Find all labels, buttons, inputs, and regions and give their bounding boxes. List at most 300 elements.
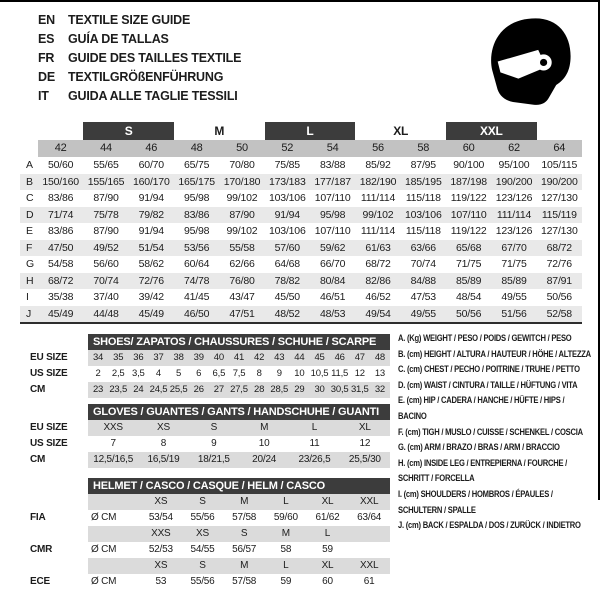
row-label: US SIZE	[30, 438, 68, 449]
size-value: 43	[269, 350, 289, 366]
size-value: 40	[209, 350, 229, 366]
size-value	[348, 542, 390, 558]
row-label	[20, 558, 88, 574]
language-code: FR	[38, 51, 55, 65]
size-value: XS	[140, 558, 182, 574]
size-value: 36	[128, 350, 148, 366]
helmet-icon	[486, 14, 576, 110]
size-value: 34	[88, 350, 108, 366]
size-value: 127/130	[541, 192, 578, 204]
language-title: TEXTILE SIZE GUIDE	[68, 13, 191, 27]
size-value: L	[307, 526, 349, 542]
size-value: 45/50	[274, 291, 300, 303]
size-number: 64	[537, 140, 582, 157]
size-value: 82/86	[365, 274, 391, 287]
size-value: 54/58	[48, 258, 74, 270]
legend-item-j: J. (cm) BACK / ESPALDA / DOS / ZURÜCK / INDIETRO	[398, 520, 581, 532]
shoes-row-cm	[20, 382, 390, 398]
size-value: XXL	[348, 494, 390, 510]
size-number: 42	[38, 140, 83, 157]
size-value: 9	[276, 368, 282, 379]
size-band-empty	[38, 122, 83, 140]
size-value: 50/60	[48, 159, 74, 171]
spacer	[20, 404, 88, 420]
size-value: 59	[322, 544, 333, 555]
size-value: 71/74	[48, 208, 74, 221]
size-number: 46	[129, 140, 174, 157]
size-value: 60/64	[184, 258, 210, 270]
shoes-header-row	[20, 334, 390, 350]
size-value: 47/51	[229, 307, 255, 320]
helmet-header-band: HELMET / CASCO / CASQUE / HELM / CASCO	[88, 478, 390, 494]
helmet-row-fia	[20, 510, 390, 526]
size-value: 58	[280, 544, 292, 555]
size-value: 190/200	[495, 175, 533, 188]
size-value: XXL	[348, 558, 390, 574]
size-value: 44	[289, 350, 309, 366]
size-value: 12	[359, 438, 371, 449]
size-value: 173/183	[269, 175, 306, 188]
row-label: B	[26, 175, 33, 188]
legend-item-e: E. (cm) HIP / CADERA / HANCHE / HÜFTE / HIPS / BACINO	[398, 395, 565, 422]
size-number: 48	[174, 140, 219, 157]
size-value: 35	[108, 350, 128, 366]
textile-row-a	[20, 157, 582, 174]
size-value: XL	[340, 420, 390, 436]
size-value: 32	[370, 382, 390, 398]
size-value: 61/63	[365, 241, 391, 254]
size-value: 90/100	[453, 159, 485, 171]
size-value: XS	[182, 526, 224, 542]
size-value: 18/21,5	[189, 452, 239, 468]
size-value: 67/70	[501, 241, 527, 254]
gloves-row-cm	[20, 452, 390, 468]
size-number: 44	[83, 140, 128, 157]
size-value: 53	[155, 576, 167, 587]
size-value: 48/53	[320, 307, 346, 320]
language-row-it	[38, 87, 241, 106]
size-value: 127/130	[541, 225, 578, 237]
size-value: 24,5	[148, 382, 168, 398]
row-label: H	[26, 274, 34, 287]
gloves-rows	[20, 420, 390, 468]
textile-row-d	[20, 207, 582, 224]
size-value: 99/102	[226, 225, 258, 237]
frame-top-border	[0, 0, 600, 2]
size-value: M	[223, 494, 265, 510]
size-value: 49/55	[410, 307, 436, 320]
language-title-list	[38, 11, 241, 106]
size-value: 50/56	[456, 307, 482, 320]
size-value: 4	[155, 368, 161, 379]
helmet-header-row	[20, 478, 390, 494]
size-value: 111/114	[496, 208, 532, 221]
size-value: 6	[196, 368, 202, 379]
size-value: 53/54	[148, 512, 173, 523]
size-value: 26	[189, 382, 209, 398]
size-value: 47/50	[48, 241, 74, 254]
size-value: 20/24	[239, 452, 289, 468]
size-value: 95/100	[498, 159, 530, 171]
size-value: 42	[249, 350, 269, 366]
size-value: 61	[363, 576, 375, 587]
measurement-legend	[398, 331, 594, 534]
size-value: 45/49	[138, 307, 164, 320]
gloves-row-eu-size	[20, 420, 390, 436]
size-value: 115/118	[405, 225, 441, 237]
size-number: 58	[401, 140, 446, 157]
size-value: 91/94	[138, 225, 164, 237]
size-value: 76/80	[229, 274, 255, 287]
size-band-xxl: XXL	[446, 122, 537, 140]
size-value: 13	[374, 368, 385, 379]
size-value: 87/90	[93, 225, 119, 237]
size-value: 59/62	[320, 241, 346, 254]
row-label: A	[26, 159, 33, 171]
size-value: 91/94	[138, 192, 164, 204]
language-code: EN	[38, 13, 55, 27]
size-value: 95/98	[184, 192, 210, 204]
size-value: 39	[189, 350, 209, 366]
size-value: 11,5	[331, 368, 349, 379]
size-value: 30	[309, 382, 329, 398]
size-value: 2	[95, 368, 101, 379]
gloves-size-table	[20, 404, 390, 468]
row-label: CMR	[30, 544, 53, 555]
size-value: 103/106	[269, 192, 306, 204]
language-row-en	[38, 11, 241, 30]
size-value: 107/110	[314, 192, 351, 204]
size-value: 103/106	[405, 208, 442, 221]
row-label: D	[26, 208, 34, 221]
language-title: TEXTILGRÖßENFÜHRUNG	[68, 70, 224, 84]
row-label: CM	[30, 384, 46, 395]
size-number-row	[20, 140, 582, 157]
size-value: 83/86	[48, 192, 74, 204]
size-value: 63/66	[410, 241, 436, 254]
size-value: 55/58	[229, 241, 255, 254]
size-value: 5	[176, 368, 182, 379]
row-label	[20, 526, 88, 542]
row-label	[20, 494, 88, 510]
gloves-row-us-size	[20, 436, 390, 452]
size-value: 95/98	[320, 208, 346, 221]
size-value: 170/180	[223, 175, 261, 188]
size-value	[88, 494, 140, 510]
language-title: GUIDE DES TAILLES TEXTILE	[68, 51, 242, 65]
textile-row-e	[20, 223, 582, 240]
size-value: 46	[330, 350, 350, 366]
size-value: M	[265, 526, 307, 542]
size-value: 115/119	[541, 208, 577, 221]
size-value: 75/85	[274, 159, 300, 171]
row-label: I	[26, 291, 29, 303]
size-value: 9	[211, 438, 217, 449]
size-value: 115/118	[405, 192, 441, 204]
size-band-s: S	[83, 122, 174, 140]
size-value: 52/53	[148, 544, 173, 555]
size-value: 23/26,5	[289, 452, 339, 468]
size-value: 107/110	[314, 225, 351, 237]
size-value: 41	[229, 350, 249, 366]
size-value: XS	[138, 420, 188, 436]
size-value: 27	[209, 382, 229, 398]
size-value	[88, 558, 140, 574]
size-value: 119/122	[450, 225, 487, 237]
size-value: 3,5	[132, 368, 145, 379]
size-value: 71/75	[501, 258, 527, 270]
helmet-row-ece	[20, 574, 390, 590]
size-value: 44/48	[93, 307, 119, 320]
gloves-header-row	[20, 404, 390, 420]
language-title: GUIDA ALLE TAGLIE TESSILI	[68, 89, 238, 103]
row-label: C	[26, 192, 34, 204]
size-value: 57/58	[232, 576, 257, 587]
size-value: 111/114	[360, 192, 396, 204]
spacer	[20, 478, 88, 494]
size-value: 182/190	[359, 175, 397, 188]
size-number: 56	[355, 140, 400, 157]
size-value: 45	[309, 350, 329, 366]
size-value: 70/74	[410, 258, 436, 270]
language-code: ES	[38, 32, 55, 46]
size-value: 7,5	[232, 368, 246, 379]
size-value: 60/70	[138, 159, 164, 171]
size-value: 85/92	[365, 159, 391, 171]
textile-row-g	[20, 256, 582, 273]
section-divider-line	[20, 322, 582, 324]
textile-row-j	[20, 306, 582, 323]
size-value: 52/58	[546, 307, 572, 320]
size-value: XL	[307, 558, 349, 574]
language-row-fr	[38, 49, 241, 68]
legend-item-i: I. (cm) SHOULDERS / HOMBROS / ÉPAULES / SCHULTERN / SPALLE	[398, 488, 553, 516]
size-value: 185/195	[405, 175, 442, 188]
size-number: 52	[265, 140, 310, 157]
size-value: 87/95	[410, 159, 436, 171]
size-value: 103/106	[269, 225, 306, 237]
size-value: 123/126	[495, 192, 533, 204]
size-value: 91/94	[274, 208, 300, 221]
size-value: 57/58	[232, 512, 257, 523]
size-band-row	[20, 122, 582, 140]
size-value: 78/82	[274, 274, 300, 287]
size-value: XL	[307, 494, 349, 510]
size-value: 10,5	[310, 368, 329, 379]
size-band-empty	[537, 122, 582, 140]
language-code: IT	[38, 89, 49, 103]
helmet-size-table	[20, 478, 390, 590]
size-value: 187/198	[450, 175, 487, 188]
size-value: 111/114	[360, 225, 396, 237]
size-value: 46/51	[320, 291, 346, 303]
textile-row-b	[20, 174, 582, 191]
gloves-header-band: GLOVES / GUANTES / GANTS / HANDSCHUHE / GUANTI	[88, 404, 390, 420]
size-value: 30,5	[330, 382, 350, 398]
size-value: S	[182, 558, 224, 574]
size-value: 83/88	[320, 159, 346, 171]
legend-item-a: A. (Kg) WEIGHT / PESO / POIDS / GEWITCH / PESO	[398, 333, 572, 344]
size-value: 51/54	[138, 241, 164, 254]
textile-row-c	[20, 190, 582, 207]
size-value: 47	[350, 350, 370, 366]
size-value: 55/56	[190, 512, 215, 523]
size-value: 53/56	[184, 241, 210, 254]
shoes-header-band: SHOES/ ZAPATOS / CHAUSSURES / SCHUHE / SCARPE	[88, 334, 390, 350]
legend-item-f: F. (cm) TIGH / MUSLO / CUISSE / SCHENKEL / COSCIA	[398, 426, 583, 438]
size-value: 95/98	[184, 225, 210, 237]
size-value: 68/72	[48, 274, 74, 287]
size-value: 87/90	[229, 208, 255, 221]
language-code: DE	[38, 70, 55, 84]
row-label: EU SIZE	[30, 422, 68, 433]
row-label-spacer	[20, 140, 38, 157]
size-value	[88, 526, 140, 542]
row-label: E	[26, 225, 33, 237]
size-value: 28,5	[269, 382, 289, 398]
size-value: 38	[169, 350, 189, 366]
size-value: 66/70	[320, 258, 346, 270]
size-value: 68/72	[546, 241, 572, 254]
size-value: 31,5	[350, 382, 370, 398]
shoes-size-table	[20, 334, 390, 398]
size-value: 99/102	[226, 192, 258, 204]
size-value: 60	[322, 576, 333, 587]
size-value: 62/66	[229, 258, 255, 270]
row-label: F	[26, 241, 33, 254]
size-value	[348, 526, 390, 542]
helmet-row-sizes-2	[20, 526, 390, 542]
row-label: FIA	[30, 512, 46, 523]
size-value: M	[223, 558, 265, 574]
shoes-row-eu-size	[20, 350, 390, 366]
size-value: 46/52	[365, 291, 391, 303]
size-value: 83/86	[48, 225, 74, 237]
size-value: S	[223, 526, 265, 542]
size-value: Ø CM	[91, 576, 117, 587]
size-value: 87/90	[93, 192, 119, 204]
size-value: 43/47	[229, 291, 255, 303]
size-value: 63/64	[357, 512, 382, 523]
size-value: 155/165	[87, 175, 125, 188]
size-value: 29	[289, 382, 309, 398]
size-value: 37/40	[93, 291, 119, 303]
legend-item-h: H. (cm) INSIDE LEG / ENTREPIERNA / FOURCHE / SCHRITT / FORCELLA	[398, 457, 568, 485]
size-value: 48	[370, 350, 390, 366]
size-value: 49/54	[365, 307, 391, 320]
size-value: 10	[258, 438, 270, 449]
size-value: 59	[280, 576, 292, 587]
legend-item-d: D. (cm) WAIST / CINTURA / TAILLE / HÜFTUNG / VITA	[398, 379, 578, 391]
size-value: 105/115	[541, 159, 578, 171]
shoes-row-us-size	[20, 366, 390, 382]
size-value: 10	[294, 368, 305, 379]
size-value: 107/110	[450, 208, 487, 221]
size-value: 80/84	[320, 274, 346, 287]
size-value: L	[265, 494, 307, 510]
language-row-es	[38, 30, 241, 49]
size-value: 59/60	[273, 512, 298, 523]
size-value: 65/75	[184, 159, 210, 171]
legend-item-c: C. (cm) CHEST / PECHO / POITRINE / TRUHE / PETTO	[398, 364, 580, 376]
size-value: XXS	[88, 420, 138, 436]
size-value: 70/74	[93, 274, 119, 287]
size-value: 49/52	[93, 241, 119, 254]
size-value: 25,5	[169, 382, 189, 398]
size-value: 61/62	[315, 512, 340, 523]
size-value: 85/89	[456, 274, 482, 287]
size-value: 65/68	[456, 241, 482, 254]
size-band-m: M	[214, 124, 225, 138]
size-value: M	[239, 420, 289, 436]
size-value: 85/89	[501, 274, 527, 287]
size-value: 51/56	[501, 307, 527, 320]
size-value: 71/75	[456, 258, 482, 270]
size-value: 50/56	[546, 291, 572, 303]
helmet-row-sizes-0	[20, 494, 390, 510]
size-value: 41/45	[184, 291, 210, 303]
helmet-rows	[20, 494, 390, 590]
size-value: 24	[128, 382, 148, 398]
size-value: 8	[256, 368, 262, 379]
size-value: 35/38	[48, 291, 74, 303]
size-value: 46/50	[184, 307, 210, 320]
size-value: 8	[160, 438, 167, 449]
legend-item-g: G. (cm) ARM / BRAZO / BRAS / ARM / BRACCIO	[398, 442, 560, 454]
textile-size-table	[20, 122, 582, 322]
row-label: G	[26, 258, 34, 270]
size-value: 55/56	[190, 576, 215, 587]
size-value: 74/78	[184, 274, 210, 287]
size-value: 177/187	[314, 175, 351, 188]
size-value: 28	[249, 382, 269, 398]
size-band-xl: XL	[393, 124, 409, 138]
size-value: 56/60	[93, 258, 119, 270]
size-value: 68/72	[365, 258, 391, 270]
spacer	[20, 334, 88, 350]
size-value: 160/170	[133, 175, 170, 188]
helmet-row-cmr	[20, 542, 390, 558]
size-value: 7	[110, 438, 116, 449]
size-value: 45/49	[48, 307, 74, 320]
row-label: EU SIZE	[30, 352, 68, 363]
size-value: L	[289, 420, 339, 436]
size-value: 84/88	[410, 274, 436, 287]
size-value: 54/55	[190, 544, 215, 555]
size-value: 48/54	[456, 291, 482, 303]
size-value: 72/76	[546, 258, 572, 270]
size-value: XXS	[140, 526, 182, 542]
size-value: 64/68	[274, 258, 300, 270]
textile-table-body	[20, 157, 582, 322]
size-value: 55/65	[93, 159, 119, 171]
size-value: 47/53	[410, 291, 436, 303]
size-value: 12	[354, 368, 365, 379]
row-label: J	[26, 307, 32, 320]
shoes-rows	[20, 350, 390, 398]
row-label: ECE	[30, 576, 50, 587]
size-number: 60	[446, 140, 491, 157]
size-value: 58/62	[138, 258, 164, 270]
size-value: 23	[88, 382, 108, 398]
size-value: 119/122	[450, 192, 487, 204]
size-value: 83/86	[184, 208, 210, 221]
size-value: 165/175	[178, 175, 215, 188]
helmet-row-sizes-4	[20, 558, 390, 574]
size-value: 75/78	[93, 208, 119, 221]
size-value: 87/91	[546, 274, 572, 287]
legend-item-b: B. (cm) HEIGHT / ALTURA / HAUTEUR / HÖHE / ALTEZZA	[398, 348, 591, 360]
